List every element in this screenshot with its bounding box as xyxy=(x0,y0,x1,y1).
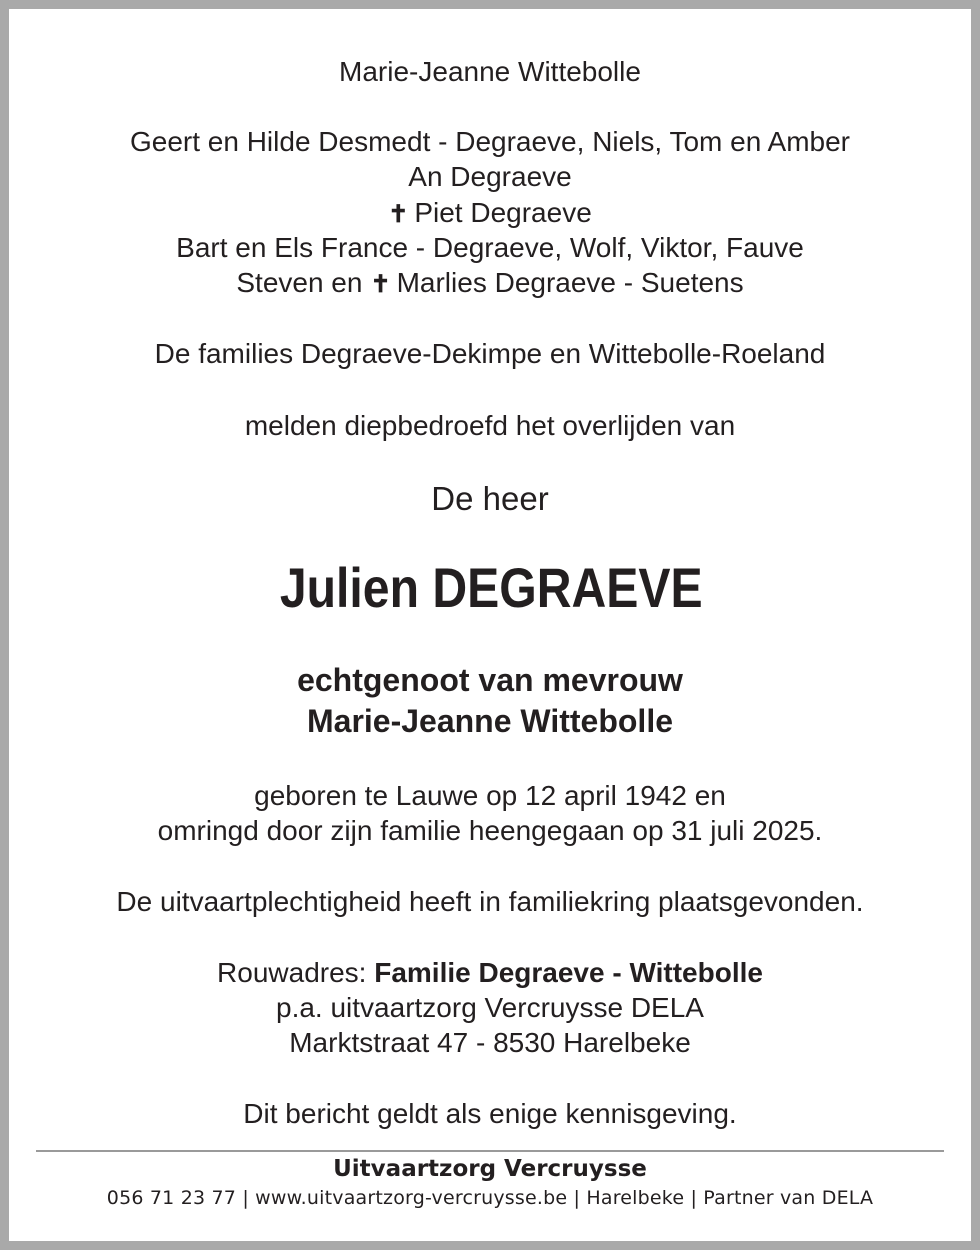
address-line-1 xyxy=(9,956,971,990)
cross-icon: ✝ xyxy=(370,271,391,298)
funeral-line: De uitvaartplechtigheid heeft in familiekring plaatsgevonden. xyxy=(116,886,864,917)
widow-name: Marie-Jeanne Wittebolle xyxy=(339,56,641,87)
family-line-5-after: Marlies Degraeve - Suetens xyxy=(396,267,744,298)
announcement-line: melden diepbedroefd het overlijden van xyxy=(244,410,736,441)
family-line-3 xyxy=(9,196,971,232)
family-line-5 xyxy=(9,266,971,302)
address-label: Rouwadres: xyxy=(217,957,375,988)
family-line-3-text: Piet Degraeve xyxy=(414,197,592,228)
passed-line: omringd door zijn familie heengegaan op 31 juli 2025. xyxy=(157,815,823,846)
family-line-5-before: Steven en xyxy=(236,267,363,298)
families-line: De families Degraeve-Dekimpe en Wittebolle-Roeland xyxy=(154,338,826,369)
footer-divider xyxy=(36,1150,944,1152)
family-line-2: An Degraeve xyxy=(408,161,572,192)
cross-icon: ✝ xyxy=(388,201,409,228)
salutation: De heer xyxy=(431,480,549,517)
spouse-line-1: echtgenoot van mevrouw xyxy=(297,662,683,698)
family-line-1: Geert en Hilde Desmedt - Degraeve, Niels, Tom en Amber xyxy=(129,126,850,157)
footer-info: 056 71 23 77 | www.uitvaartzorg-vercruysse.be | Harelbeke | Partner van DELA xyxy=(106,1187,874,1209)
address-line-3: Marktstraat 47 - 8530 Harelbeke xyxy=(289,1027,691,1058)
footer-company: Uitvaartzorg Vercruysse xyxy=(333,1156,647,1182)
address-family-name: Familie Degraeve - Wittebolle xyxy=(374,957,763,988)
spouse-line-2: Marie-Jeanne Wittebolle xyxy=(306,703,673,739)
address-line-2: p.a. uitvaartzorg Vercruysse DELA xyxy=(276,992,704,1023)
closing-line: Dit bericht geldt als enige kennisgeving. xyxy=(243,1098,737,1129)
deceased-name: Julien DEGRAEVE xyxy=(279,556,703,619)
family-line-4: Bart en Els France - Degraeve, Wolf, Viktor, Fauve xyxy=(176,232,804,263)
born-line: geboren te Lauwe op 12 april 1942 en xyxy=(254,780,726,811)
